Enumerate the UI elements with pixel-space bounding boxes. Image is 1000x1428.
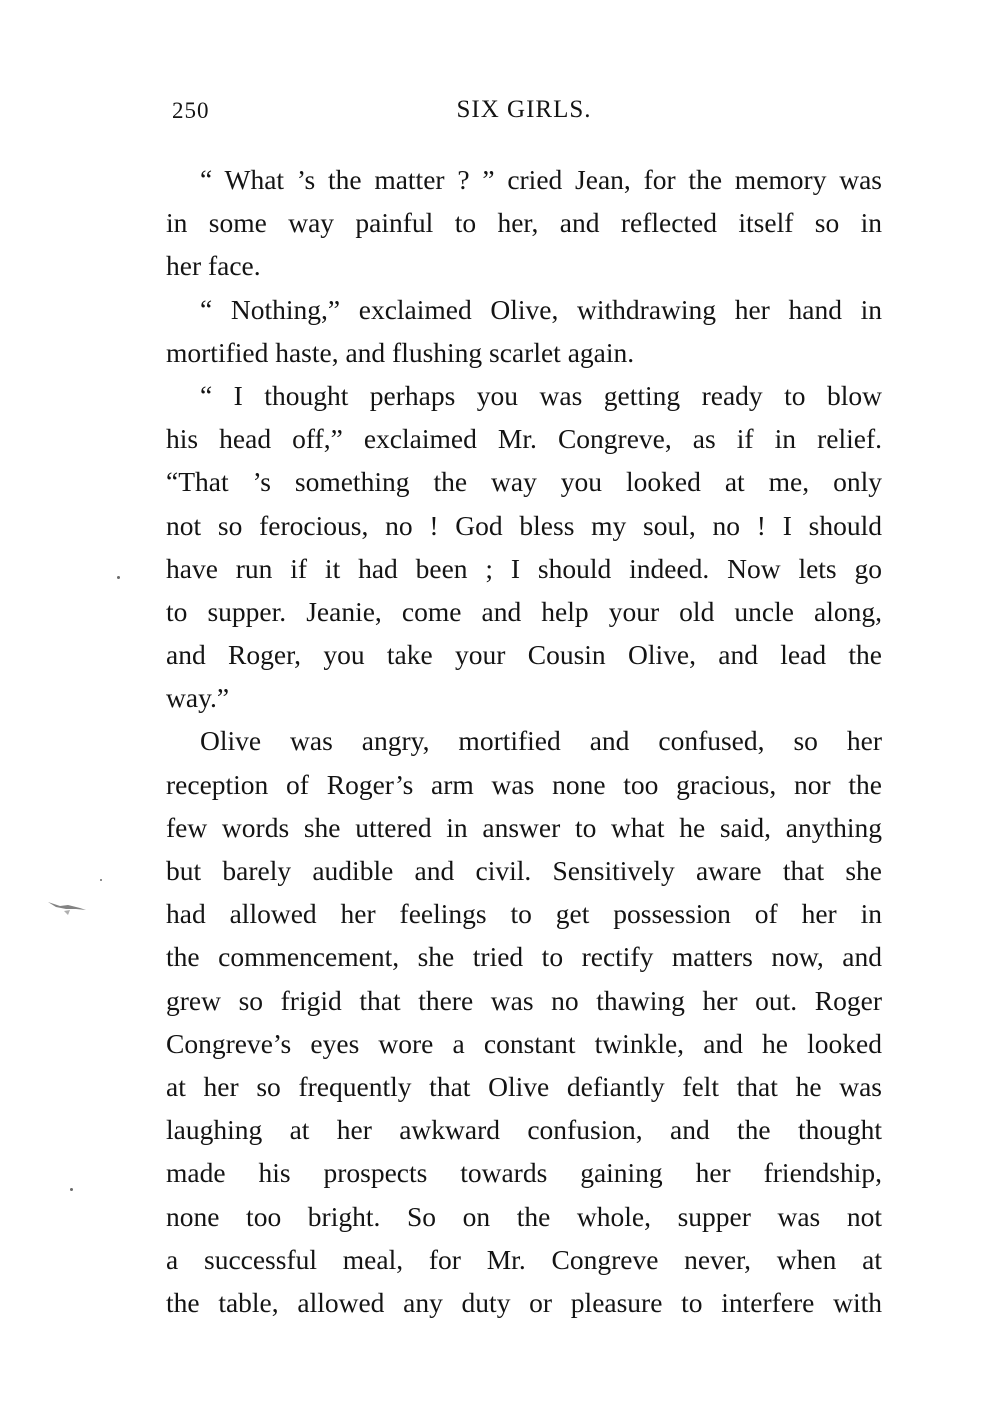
text-line: at her so frequently that Olive defiantly felt that he was: [166, 1070, 882, 1102]
text-line: had allowed her feelings to get possession of her in: [166, 898, 882, 930]
text-line: not so ferocious, no ! God bless my soul, no ! I should: [166, 509, 882, 541]
text-line: “ Nothing,” exclaimed Olive, withdrawing her hand in: [200, 293, 882, 325]
text-line: Olive was angry, mortified and confused, so her: [200, 725, 882, 757]
running-head: [168, 92, 880, 132]
scan-speck: [100, 879, 102, 881]
scan-speck: [70, 1188, 73, 1191]
text-line: none too bright. So on the whole, supper was not: [166, 1200, 882, 1232]
text-line: the table, allowed any duty or pleasure to interfere with: [166, 1286, 882, 1318]
text-line: laughing at her awkward confusion, and the thought: [166, 1114, 882, 1146]
page-number: 250: [172, 98, 210, 123]
text-line: way.”: [166, 682, 230, 714]
text-line: but barely audible and civil. Sensitively aware that she: [166, 855, 882, 886]
text-line: his head off,” exclaimed Mr. Congreve, as if in relief.: [166, 423, 882, 455]
text-line: grew so frigid that there was no thawing her out. Roger: [166, 984, 882, 1016]
text-line: in some way painful to her, and reflected itself so in: [166, 207, 882, 239]
text-line: mortified haste, and flushing scarlet again.: [166, 336, 635, 368]
text-line: “That ’s something the way you looked at me, only: [166, 466, 882, 498]
text-line: the commencement, she tried to rectify matters now, and: [166, 941, 882, 973]
running-title: SIX GIRLS.: [456, 96, 592, 123]
body-text: [166, 158, 882, 1324]
text-line: “ I thought perhaps you was getting ready to blow: [200, 379, 882, 411]
text-line: “ What ’s the matter ? ” cried Jean, for the memory was: [200, 164, 882, 195]
text-line: made his prospects towards gaining her friendship,: [166, 1157, 882, 1189]
text-line: her face.: [166, 250, 261, 282]
text-line: Congreve’s eyes wore a constant twinkle, and he looked: [166, 1027, 882, 1059]
text-line: and Roger, you take your Cousin Olive, and lead the: [166, 639, 882, 671]
text-line: have run if it had been ; I should indeed. Now lets go: [166, 552, 882, 584]
text-line: to supper. Jeanie, come and help your old uncle along,: [166, 595, 882, 627]
text-line: reception of Roger’s arm was none too gracious, nor the: [166, 768, 882, 800]
text-line: a successful meal, for Mr. Congreve never, when at: [166, 1243, 882, 1275]
scan-speck: [117, 576, 120, 579]
text-line: few words she uttered in answer to what he said, anything: [166, 811, 882, 843]
scan-smudge: [46, 898, 88, 918]
